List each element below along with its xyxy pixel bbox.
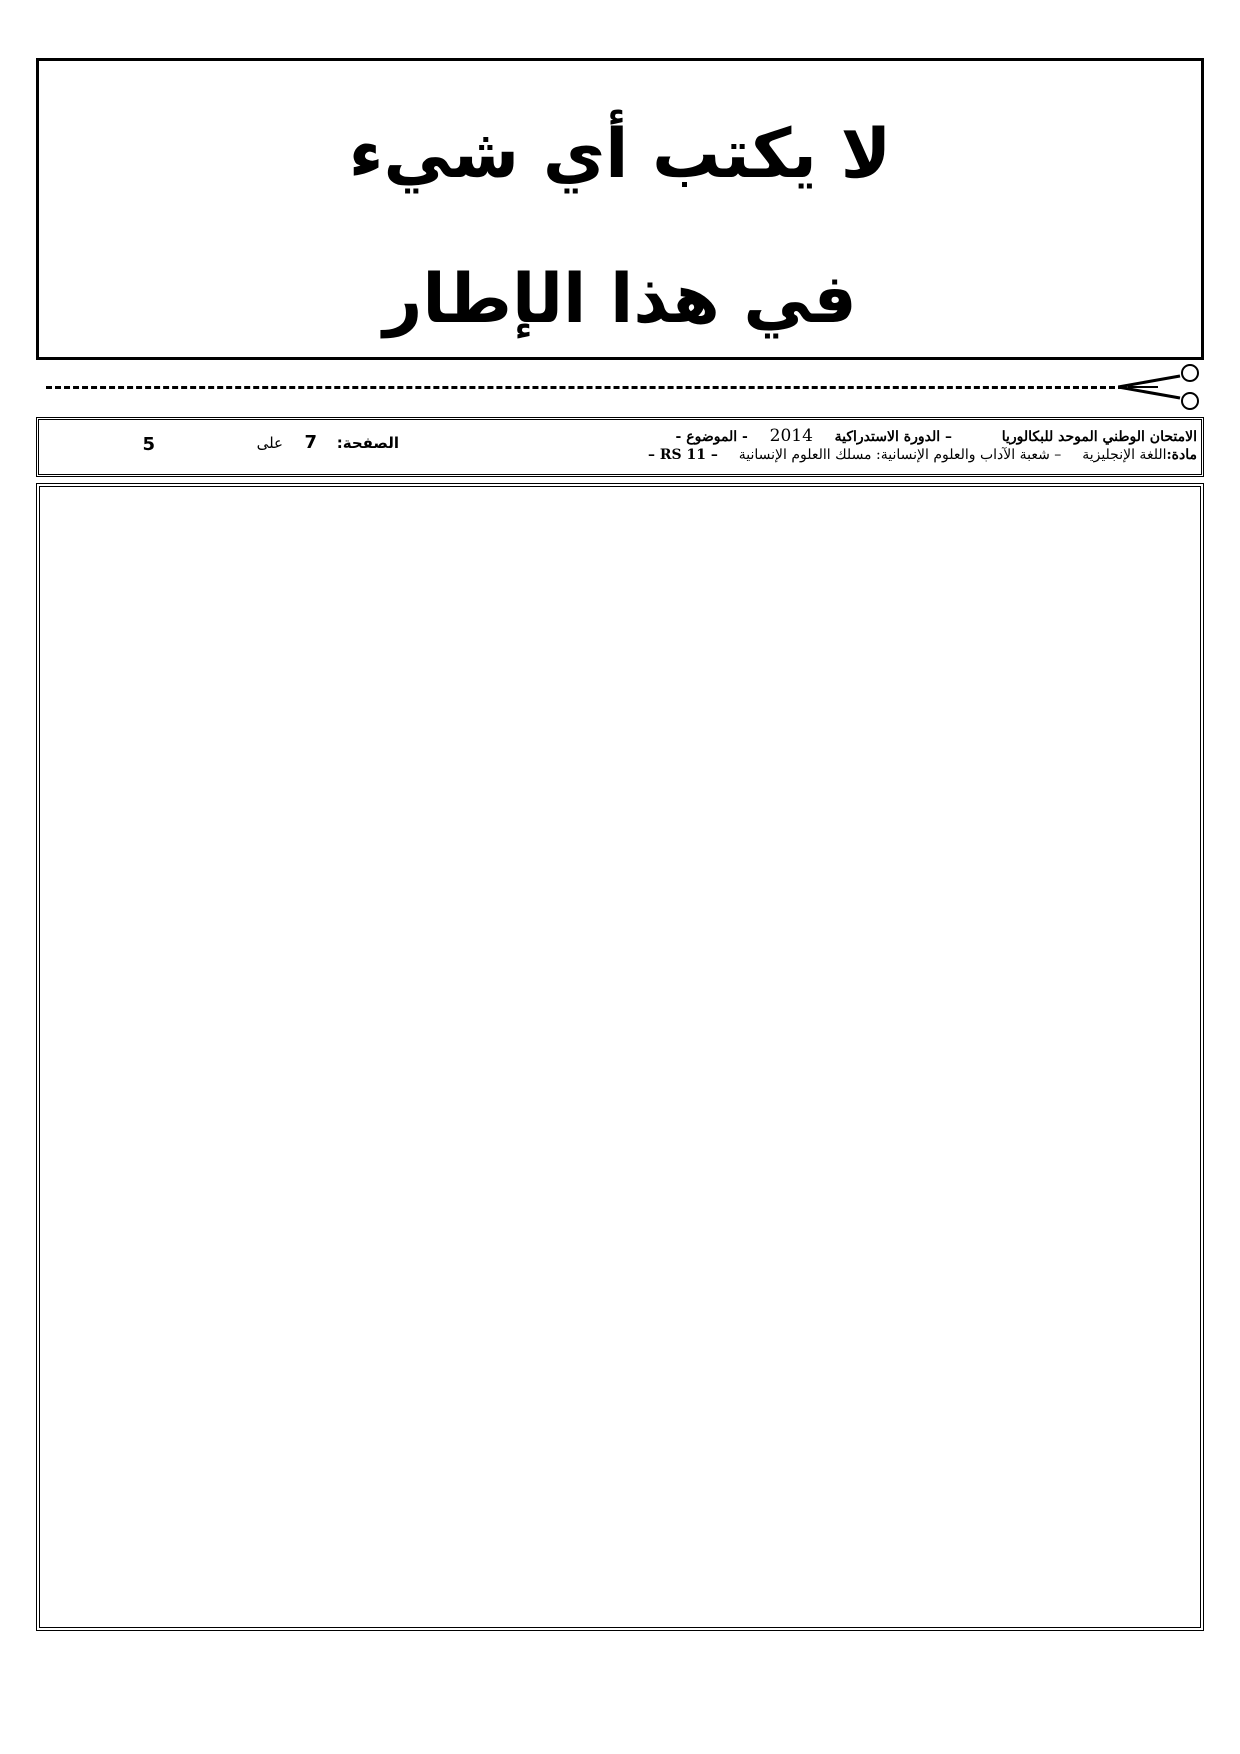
cut-line (46, 386, 1124, 389)
header-row-1 (676, 428, 1197, 445)
exam-header-bar (36, 417, 1204, 477)
header-row-2 (648, 448, 1197, 462)
scissors-icon (1118, 364, 1208, 410)
page-label: الصفحة: (336, 434, 399, 452)
subject-prefix: مادة: (1166, 447, 1197, 463)
session-label: – الدورة الاستدراكية (834, 429, 952, 445)
subject-name: اللغة الإنجليزية (1082, 447, 1167, 463)
exam-year: 2014 (769, 426, 813, 446)
page-of: على (256, 434, 283, 452)
exam-title: الامتحان الوطني الموحد للبكالوريا (1001, 429, 1197, 445)
subject-label: - الموضوع - (675, 429, 748, 445)
page-current: 7 (304, 432, 317, 453)
notice-line-1: لا يكتب أي شيء (348, 115, 892, 194)
exam-code: – RS 11 – (647, 447, 718, 463)
answer-area (36, 483, 1204, 1631)
page-total: 5 (142, 434, 155, 455)
do-not-write-frame (36, 58, 1204, 360)
stream-label: – شعبة الآداب والعلوم الإنسانية: مسلك االعلوم الإنسانية (738, 447, 1062, 463)
notice-line-2: في هذا الإطار (383, 260, 857, 339)
